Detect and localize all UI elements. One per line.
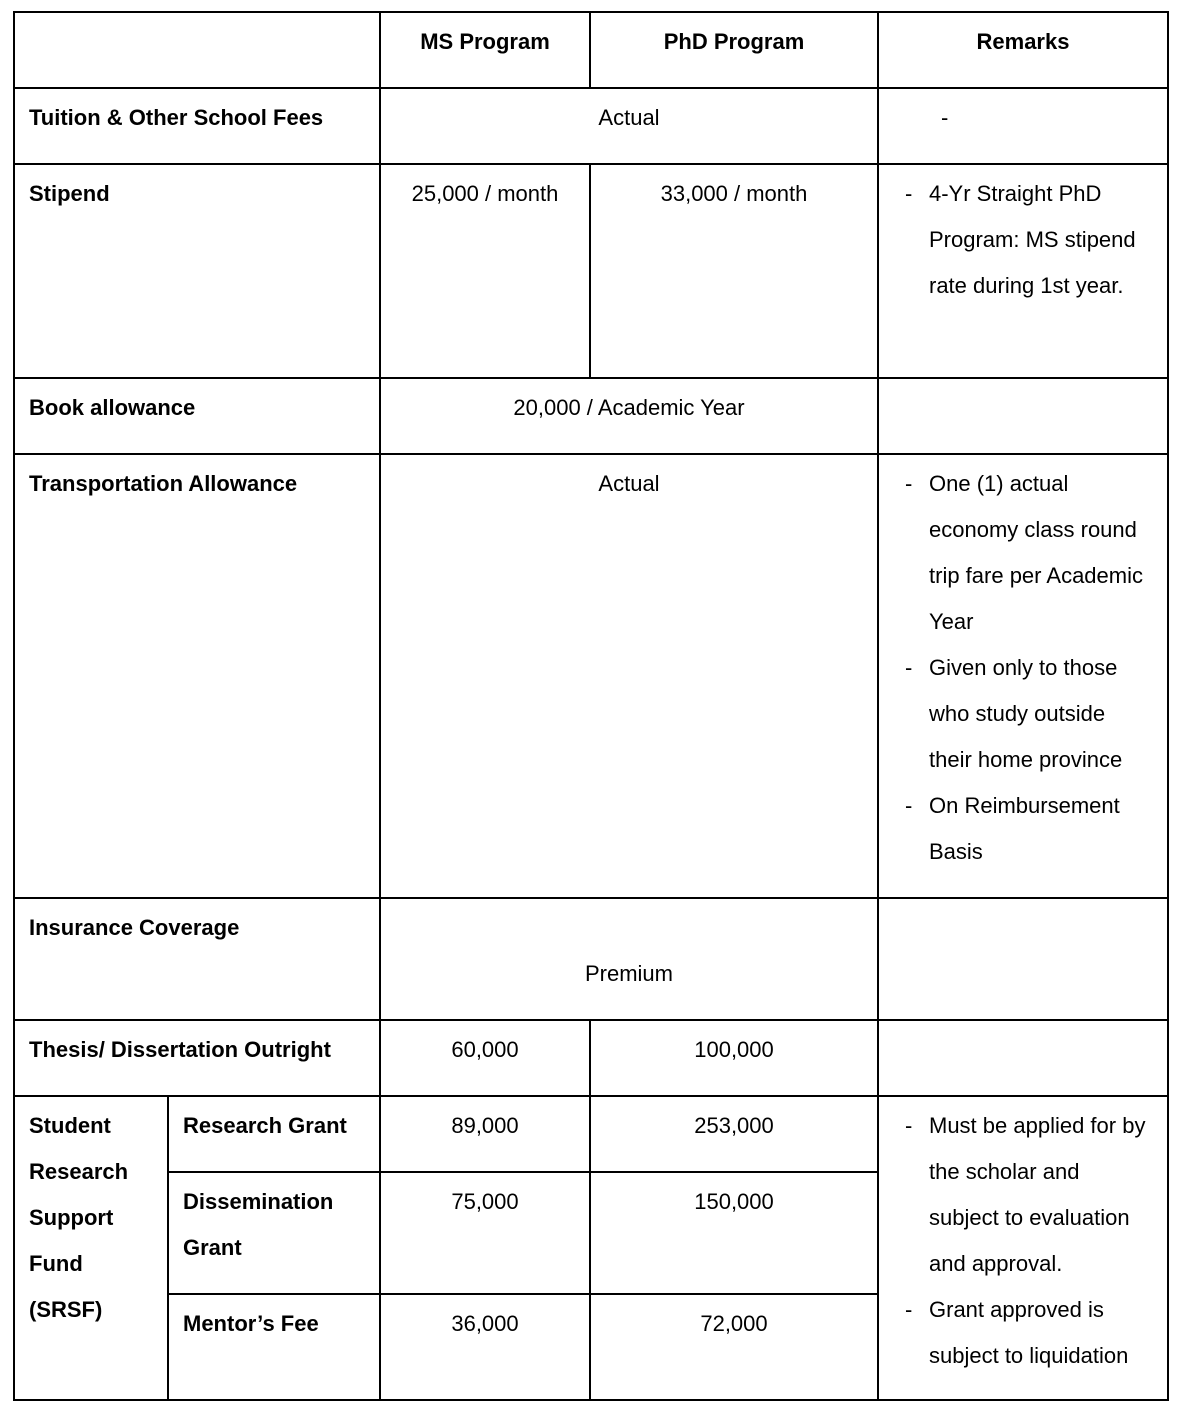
remark-item: - One (1) actual economy class round trip fare per Academic Year	[929, 461, 1153, 645]
research-grant-phd: 253,000	[590, 1096, 878, 1172]
header-ms-program: MS Program	[380, 12, 590, 88]
header-row	[14, 12, 1168, 88]
dissemination-grant-phd: 150,000	[590, 1172, 878, 1294]
thesis-phd: 100,000	[590, 1020, 878, 1096]
row-stipend	[14, 164, 1168, 378]
row-book-allowance	[14, 378, 1168, 454]
stipend-label: Stipend	[14, 164, 380, 378]
mentors-fee-phd: 72,000	[590, 1294, 878, 1400]
thesis-remarks	[878, 1020, 1168, 1096]
srsf-remarks	[878, 1096, 1168, 1400]
header-remarks: Remarks	[878, 12, 1168, 88]
remark-item: - Must be applied for by the scholar and subject to evaluation and approval.	[929, 1103, 1153, 1287]
mentors-fee-ms: 36,000	[380, 1294, 590, 1400]
insurance-value: Premium	[380, 898, 878, 1020]
mentors-fee-label: Mentor’s Fee	[168, 1294, 380, 1400]
tuition-remark: -	[878, 88, 1168, 164]
dissemination-grant-label: Dissemination Grant	[168, 1172, 380, 1294]
insurance-remarks	[878, 898, 1168, 1020]
remark-item: - Given only to those who study outside their home province	[929, 645, 1153, 783]
transport-label: Transportation Allowance	[14, 454, 380, 898]
stipend-remarks	[878, 164, 1168, 378]
transport-value: Actual	[380, 454, 878, 898]
header-phd-program: PhD Program	[590, 12, 878, 88]
scholarship-benefits-table	[13, 11, 1169, 1401]
thesis-label: Thesis/ Dissertation Outright	[14, 1020, 380, 1096]
transport-remarks	[878, 454, 1168, 898]
tuition-value: Actual	[380, 88, 878, 164]
tuition-label: Tuition & Other School Fees	[14, 88, 380, 164]
insurance-label: Insurance Coverage	[14, 898, 380, 1020]
stipend-ms: 25,000 / month	[380, 164, 590, 378]
book-value: 20,000 / Academic Year	[380, 378, 878, 454]
row-transportation	[14, 454, 1168, 898]
row-tuition	[14, 88, 1168, 164]
dissemination-grant-ms: 75,000	[380, 1172, 590, 1294]
book-remarks	[878, 378, 1168, 454]
remark-item: - Grant approved is subject to liquidation	[929, 1287, 1153, 1379]
srsf-label: Student Research Support Fund (SRSF)	[14, 1096, 168, 1400]
research-grant-ms: 89,000	[380, 1096, 590, 1172]
row-insurance	[14, 898, 1168, 1020]
thesis-ms: 60,000	[380, 1020, 590, 1096]
remark-item: - On Reimbursement Basis	[929, 783, 1153, 875]
header-blank-cell	[14, 12, 380, 88]
row-thesis	[14, 1020, 1168, 1096]
stipend-phd: 33,000 / month	[590, 164, 878, 378]
row-research-grant	[14, 1096, 1168, 1172]
remark-item: - 4-Yr Straight PhD Program: MS stipend rate during 1st year.	[929, 171, 1153, 309]
book-label: Book allowance	[14, 378, 380, 454]
research-grant-label: Research Grant	[168, 1096, 380, 1172]
